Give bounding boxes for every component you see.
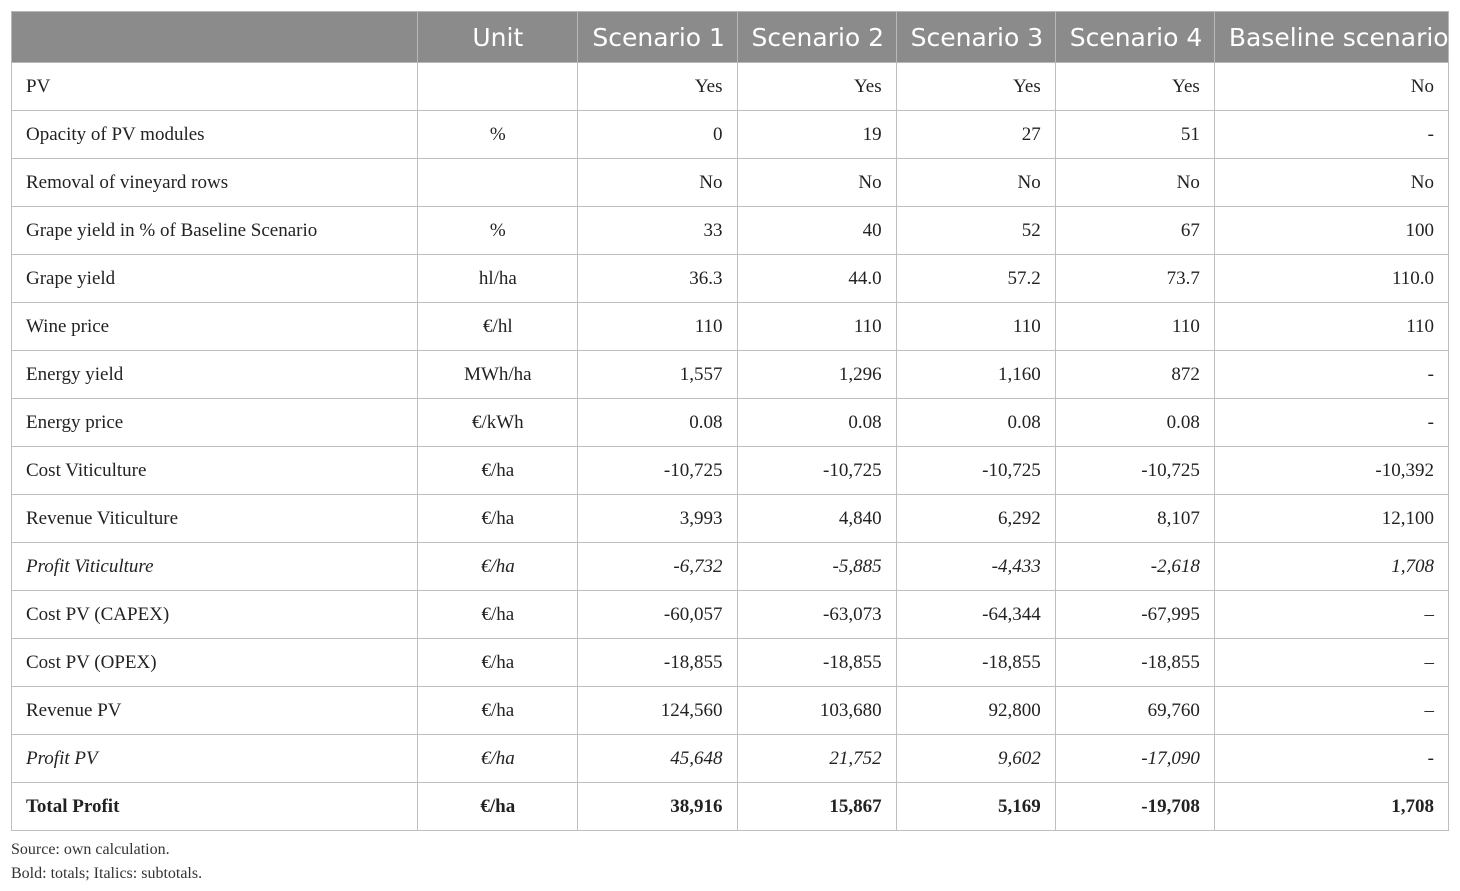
row-unit: %	[418, 207, 578, 255]
row-value: 110	[1055, 303, 1214, 351]
row-value: 872	[1055, 351, 1214, 399]
row-value: 124,560	[578, 687, 737, 735]
row-value: 1,708	[1214, 543, 1448, 591]
row-label: Energy price	[12, 399, 418, 447]
row-value: 1,296	[737, 351, 896, 399]
row-value: 27	[896, 111, 1055, 159]
row-value: 15,867	[737, 783, 896, 831]
row-value: 33	[578, 207, 737, 255]
row-value: -17,090	[1055, 735, 1214, 783]
row-value: -	[1214, 111, 1448, 159]
row-value: -5,885	[737, 543, 896, 591]
row-label: Profit PV	[12, 735, 418, 783]
row-value: 100	[1214, 207, 1448, 255]
row-value: 51	[1055, 111, 1214, 159]
table-row	[12, 207, 1449, 255]
row-value: 0.08	[1055, 399, 1214, 447]
row-value: 45,648	[578, 735, 737, 783]
table-row	[12, 783, 1449, 831]
row-value: 44.0	[737, 255, 896, 303]
row-value: 21,752	[737, 735, 896, 783]
row-value: 19	[737, 111, 896, 159]
header-cell-scenario-2: Scenario 2	[737, 12, 896, 63]
row-unit: MWh/ha	[418, 351, 578, 399]
table-row	[12, 735, 1449, 783]
row-value: 36.3	[578, 255, 737, 303]
row-label: Removal of vineyard rows	[12, 159, 418, 207]
row-unit: €/ha	[418, 735, 578, 783]
row-label: Profit Viticulture	[12, 543, 418, 591]
table-notes	[11, 838, 202, 886]
row-unit: €/ha	[418, 639, 578, 687]
header-cell-label	[12, 12, 418, 63]
row-value: No	[1214, 63, 1448, 111]
row-value: –	[1214, 591, 1448, 639]
table-row	[12, 159, 1449, 207]
row-value: 5,169	[896, 783, 1055, 831]
table-row	[12, 591, 1449, 639]
table-row	[12, 639, 1449, 687]
row-unit: %	[418, 111, 578, 159]
table-row	[12, 111, 1449, 159]
row-value: -64,344	[896, 591, 1055, 639]
row-unit: €/ha	[418, 495, 578, 543]
row-value: Yes	[737, 63, 896, 111]
table-row	[12, 63, 1449, 111]
row-value: -63,073	[737, 591, 896, 639]
row-value: 57.2	[896, 255, 1055, 303]
row-unit: €/ha	[418, 783, 578, 831]
header-cell-unit: Unit	[418, 12, 578, 63]
row-value: -60,057	[578, 591, 737, 639]
row-value: 12,100	[1214, 495, 1448, 543]
row-value: No	[1214, 159, 1448, 207]
row-value: 52	[896, 207, 1055, 255]
table-body	[12, 63, 1449, 831]
source-note: Source: own calculation.	[11, 841, 170, 858]
row-value: 1,557	[578, 351, 737, 399]
row-value: -6,732	[578, 543, 737, 591]
row-value: –	[1214, 639, 1448, 687]
row-value: 6,292	[896, 495, 1055, 543]
row-label: Cost Viticulture	[12, 447, 418, 495]
row-label: Grape yield	[12, 255, 418, 303]
row-value: -10,392	[1214, 447, 1448, 495]
row-value: No	[1055, 159, 1214, 207]
row-value: 0.08	[896, 399, 1055, 447]
row-value: 110	[1214, 303, 1448, 351]
table-container	[11, 11, 1449, 831]
row-unit: hl/ha	[418, 255, 578, 303]
row-label: Revenue PV	[12, 687, 418, 735]
row-unit: €/ha	[418, 591, 578, 639]
row-value: Yes	[578, 63, 737, 111]
row-value: -	[1214, 351, 1448, 399]
row-label: Grape yield in % of Baseline Scenario	[12, 207, 418, 255]
row-value: No	[737, 159, 896, 207]
row-value: -10,725	[1055, 447, 1214, 495]
row-value: -10,725	[578, 447, 737, 495]
row-value: -10,725	[896, 447, 1055, 495]
table-row	[12, 351, 1449, 399]
table-row	[12, 543, 1449, 591]
header-cell-scenario-3: Scenario 3	[896, 12, 1055, 63]
header-cell-scenario-4: Scenario 4	[1055, 12, 1214, 63]
table-row	[12, 495, 1449, 543]
row-value: -18,855	[1055, 639, 1214, 687]
table-row	[12, 303, 1449, 351]
row-value: 92,800	[896, 687, 1055, 735]
row-unit: €/hl	[418, 303, 578, 351]
row-value: 0	[578, 111, 737, 159]
row-value: 110.0	[1214, 255, 1448, 303]
row-value: 8,107	[1055, 495, 1214, 543]
table-row	[12, 687, 1449, 735]
row-value: 1,160	[896, 351, 1055, 399]
row-label: Cost PV (OPEX)	[12, 639, 418, 687]
row-value: Yes	[1055, 63, 1214, 111]
row-value: 3,993	[578, 495, 737, 543]
row-label: Total Profit	[12, 783, 418, 831]
row-unit	[418, 63, 578, 111]
header-row	[12, 12, 1449, 63]
legend-note: Bold: totals; Italics: subtotals.	[11, 865, 203, 882]
row-label: PV	[12, 63, 418, 111]
row-label: Wine price	[12, 303, 418, 351]
row-value: 67	[1055, 207, 1214, 255]
row-value: 110	[896, 303, 1055, 351]
row-value: -	[1214, 735, 1448, 783]
row-label: Opacity of PV modules	[12, 111, 418, 159]
row-value: -19,708	[1055, 783, 1214, 831]
table-row	[12, 255, 1449, 303]
row-value: 1,708	[1214, 783, 1448, 831]
row-unit: €/ha	[418, 543, 578, 591]
table-header	[12, 12, 1449, 63]
row-value: -18,855	[896, 639, 1055, 687]
row-label: Revenue Viticulture	[12, 495, 418, 543]
row-value: –	[1214, 687, 1448, 735]
row-unit: €/kWh	[418, 399, 578, 447]
row-value: Yes	[896, 63, 1055, 111]
row-value: 0.08	[737, 399, 896, 447]
row-value: 110	[578, 303, 737, 351]
row-value: -10,725	[737, 447, 896, 495]
row-value: 4,840	[737, 495, 896, 543]
row-value: 38,916	[578, 783, 737, 831]
row-value: 103,680	[737, 687, 896, 735]
row-value: -18,855	[737, 639, 896, 687]
row-value: 0.08	[578, 399, 737, 447]
table-row	[12, 399, 1449, 447]
header-cell-scenario-1: Scenario 1	[578, 12, 737, 63]
row-value: -4,433	[896, 543, 1055, 591]
row-value: 110	[737, 303, 896, 351]
row-value: -	[1214, 399, 1448, 447]
row-unit: €/ha	[418, 687, 578, 735]
row-value: -18,855	[578, 639, 737, 687]
table-row	[12, 447, 1449, 495]
row-value: 73.7	[1055, 255, 1214, 303]
row-unit	[418, 159, 578, 207]
row-label: Cost PV (CAPEX)	[12, 591, 418, 639]
row-label: Energy yield	[12, 351, 418, 399]
row-value: 40	[737, 207, 896, 255]
row-value: No	[896, 159, 1055, 207]
row-value: -2,618	[1055, 543, 1214, 591]
row-value: -67,995	[1055, 591, 1214, 639]
scenario-table	[11, 11, 1449, 831]
row-unit: €/ha	[418, 447, 578, 495]
row-value: 9,602	[896, 735, 1055, 783]
header-cell-baseline: Baseline scenario	[1214, 12, 1448, 63]
row-value: 69,760	[1055, 687, 1214, 735]
row-value: No	[578, 159, 737, 207]
